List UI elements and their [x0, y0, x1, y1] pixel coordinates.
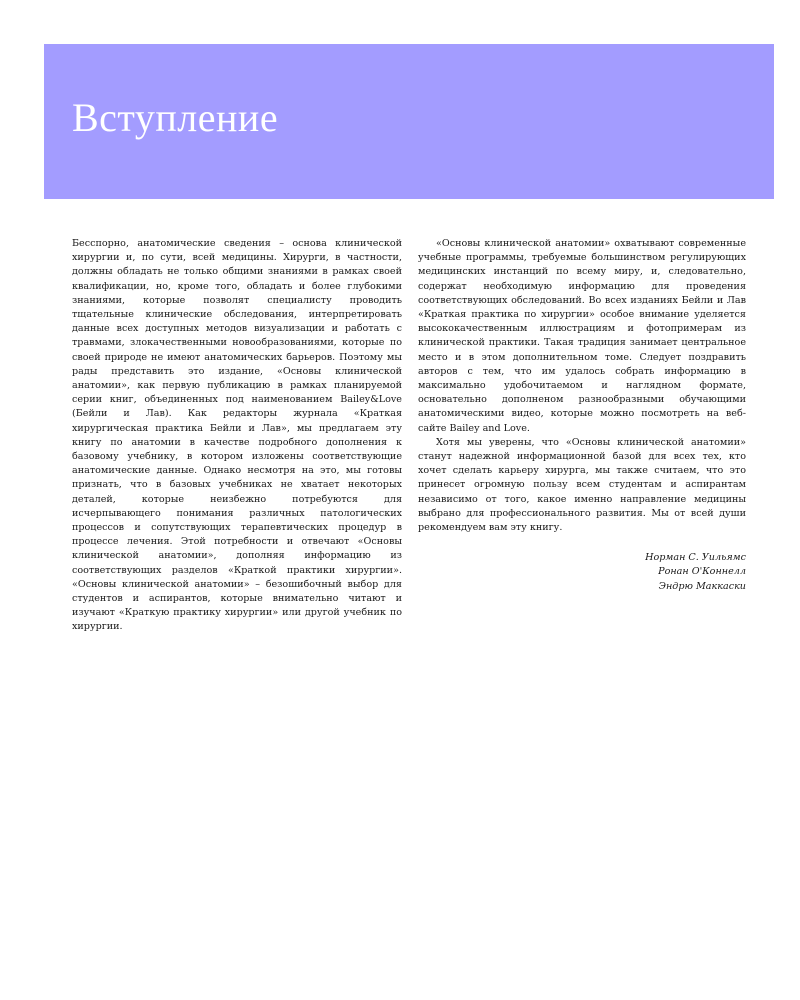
paragraph: Хотя мы уверены, что «Основы клинической анатомии» станут надежной информационной базой для всех тех, кто хочет сделать карьеру хирурга, мы также считаем, что это принесет огромную пользу всем студентам и аспирантам независимо от того, какое именно направление медицины выбрано для профессионального развития. Мы от всей души рекомендуем вам эту книгу.	[418, 436, 746, 534]
left-column	[72, 237, 402, 635]
paragraph: «Основы клинической анатомии» охватывают современные учебные программы, требуемые большинством регулирующих медицинских инстанций по всему миру, и, следовательно, содержат необходимую информацию для проведения соответствующих обследований. Во всех изданиях Бейли и Лав «Краткая практика по хирургии» особое внимание уделяется высококачественным иллюстрациям и фотопримерам из клинической практики. Такая традиция занимает центральное место и в этом дополнительном томе. Следует поздравить авторов с тем, что им удалось собрать информацию в максимально удобочитаемом и наглядном формате, основательно дополненом разнообразными обучающими анатомическими видео, которые можно посмотреть на веб-сайте Bailey and Love.	[418, 238, 746, 434]
right-column	[418, 237, 746, 594]
signature-author: Ронан О'Коннелл	[658, 566, 746, 578]
signature-block	[418, 551, 746, 594]
signature-author: Норман С. Уильямс	[645, 552, 746, 564]
paragraph: Бесспорно, анатомические сведения – основа клинической хирургии и, по сути, всей медицины. Хирурги, в частности, должны обладать не только общими знаниями в рамках своей квалификации, но, кроме того, обладать и более глубокими знаниями, которые позволят специалисту проводить тщательные клинические обследования, интерпретировать данные всех доступных методов визуализации и работать с травмами, злокачественными новообразованиями, которые по своей природе не имеют анатомических барьеров. Поэтому мы рады представить это издание, «Основы клинической анатомии», как первую публикацию в рамках планируемой серии книг, объединенных под наименованием Bailey&Love (Бейли и Лав). Как редакторы журнала «Краткая хирургическая практика Бейли и Лав», мы предлагаем эту книгу по анатомии в качестве подробного дополнения к базовому учебнику, в котором изложены соответствующие анатомические данные. Однако несмотря на это, мы готовы признать, что в базовых учебниках не хватает некоторых деталей, которые неизбежно потребуются для исчерпывающего понимания различных патологических процессов и сопутствующих терапевтических процедур в процессе лечения. Этой потребности и отвечают «Основы клинической анатомии», дополняя информацию из соответствующих разделов «Краткой практики хирургии». «Основы клинической анатомии» – безошибочный выбор для студентов и аспирантов, которые внимательно читают и изучают «Краткую практику хирургии» или другой учебник по хирургии.	[72, 238, 402, 633]
signature-author: Эндрю Маккаски	[658, 580, 746, 592]
page-title: Вступление	[72, 95, 279, 140]
header-banner	[44, 44, 774, 199]
